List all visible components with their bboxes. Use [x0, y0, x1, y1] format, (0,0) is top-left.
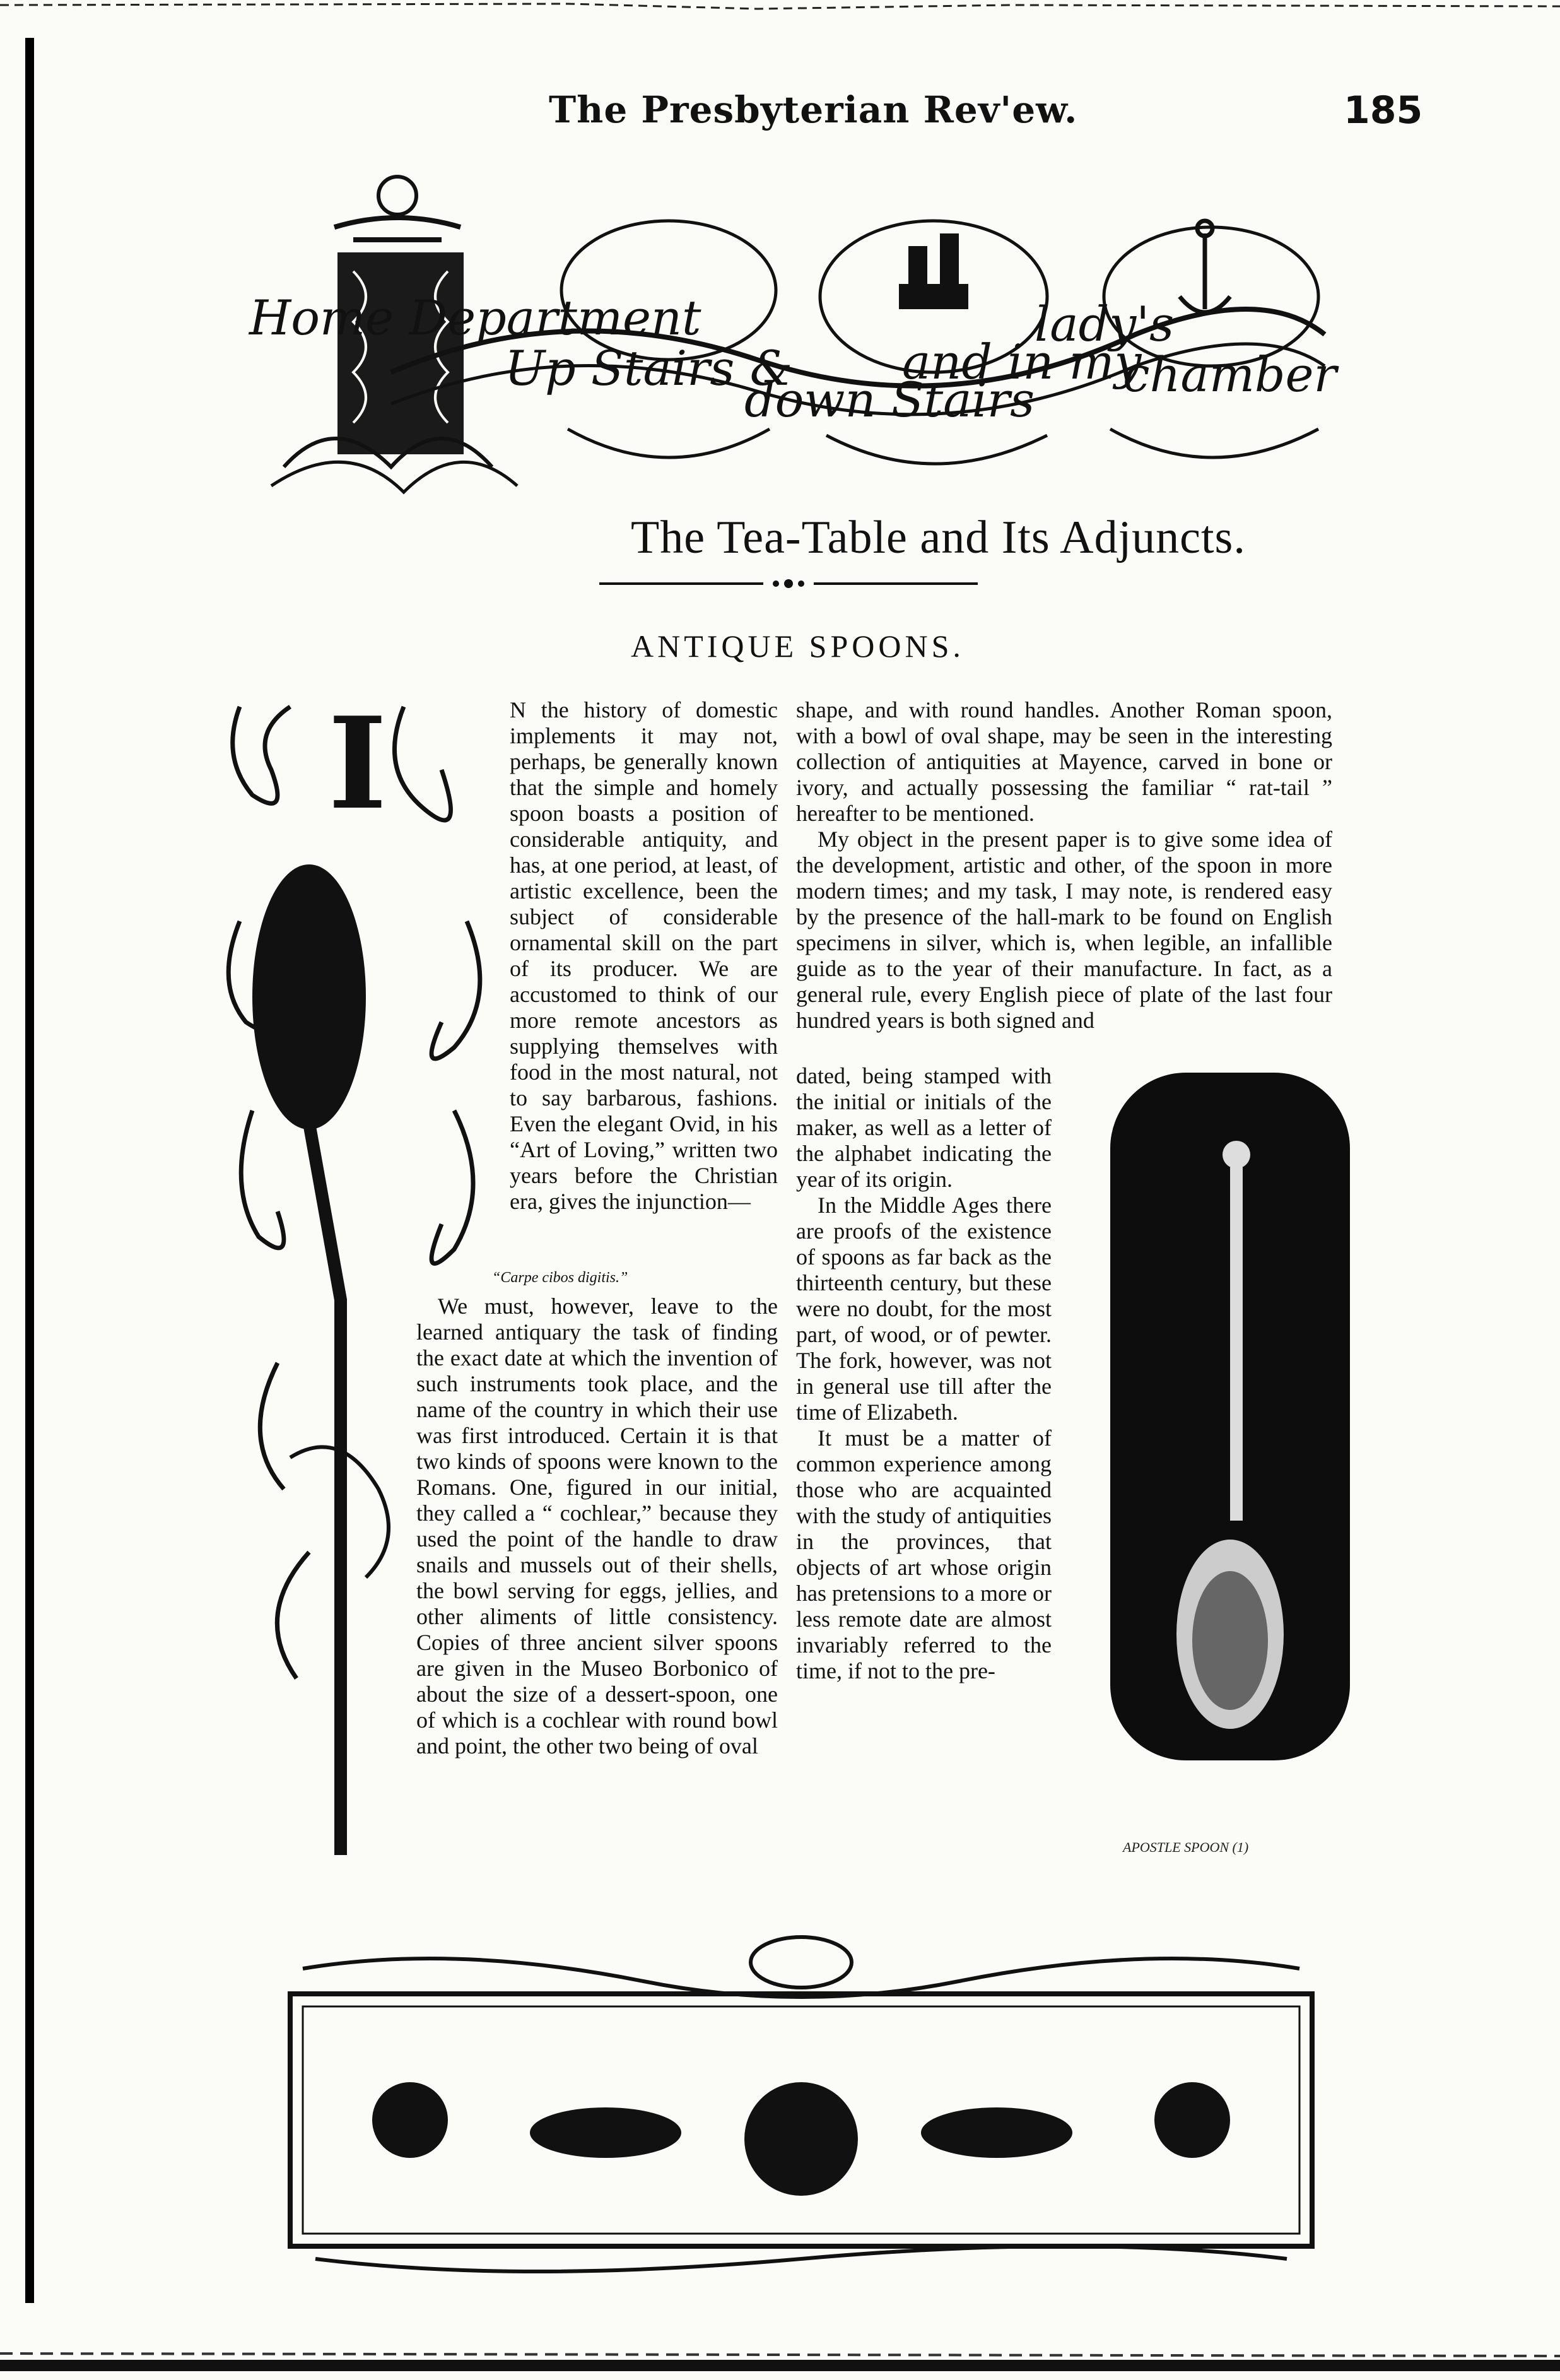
figure-caption: APOSTLE SPOON (1) — [1123, 1839, 1249, 1855]
paragraph-intro: N the history of domestic implements it may not, perhaps, be generally known that the simple and homely spoon boasts a position of considerable antiquity, and has, at one period, at least, of artistic excellence, been the subject of considerable ornamental skill on the part of its producer. We are accustomed to think of our more remote ancestors as supplying themselves with food in the most natural, not to say barbarous, fashions. Even the elegant Ovid, in his “Art of Loving,” written two years before the Christian era, gives the injunction— — [510, 697, 778, 1214]
running-head — [0, 88, 1560, 151]
column2-upper — [796, 697, 1332, 1034]
paragraph-hallmark-cont: dated, being stamped with the initial or initials of the maker, as well as a letter of the alphabet indicating the year of its origin. — [796, 1063, 1052, 1192]
paragraph-object: My object in the present paper is to give some idea of the development, artistic and other, of the spoon in more modern times; and my task, I may note, is rendered easy by the presence of the hall-mark to be found on English specimens in silver, which is, when legible, an infallible guide as to the year of their manufacture. In fact, as a general rule, every English piece of plate of the last four hundred years is both signed and — [796, 827, 1332, 1033]
initial-h: Home Department — [249, 290, 701, 346]
home-department-banner — [189, 170, 1344, 498]
apostle-spoon-illustration — [1110, 1073, 1350, 1760]
paragraph-middle-ages: In the Middle Ages there are proofs of the existence of spoons as far back as the thirteenth century, but these were no doubt, for the most part, of wood, or of pewter. The fork, however, was not in general use till after the time of Elizabeth. — [796, 1193, 1052, 1425]
ribbon-word-5: chamber — [1123, 346, 1337, 403]
roman-spoon-handle — [309, 1123, 341, 1855]
ribbon-word-4: lady's — [1035, 296, 1175, 352]
castle-icon — [899, 233, 968, 309]
scan-bottom-edge — [0, 2335, 1560, 2380]
roman-spoon-bowl — [252, 864, 366, 1129]
article-subtitle: The Tea-Table and Its Adjuncts. — [631, 512, 1246, 563]
paragraph-common-experience: It must be a matter of common experience among those who are acquainted with the study of antiquities in the provinces, that objects of art whose origin has pretensions to a more or less remote date are almost invariably referred to the time, if not to the pre- — [796, 1425, 1052, 1683]
latin-quotation: “Carpe cibos digitis.” — [492, 1270, 628, 1286]
ribbon-word-1: Up Stairs & — [505, 340, 793, 396]
ribbon-word-3: and in my — [902, 334, 1142, 390]
paragraph-antiquary: We must, however, leave to the learned antiquary the task of finding the exact date at which the invention of such instruments took place, and the name of the country in which their use was first introduced. Certain it is that two kinds of spoons were known to the Romans. One, figured in our initial, they called a “ cochlear,” because they used the point of the handle to draw snails and mussels out of their shells, the bowl serving for eggs, jellies, and other aliments of little consistency. Copies of three ancient silver spoons are given in the Museo Borbonico of about the size of a dessert-spoon, one of which is a cochlear with round bowl and point, the other two being of oval — [416, 1293, 778, 1758]
column1-lower — [416, 1293, 778, 1759]
scan-top-edge — [0, 0, 1560, 19]
ornamental-rule — [599, 577, 978, 590]
anchor-icon — [1180, 221, 1230, 312]
ribbon-word-2: down Stairs — [744, 372, 1035, 428]
paragraph-roman-spoon: shape, and with round handles. Another Roman spoon, with a bowl of oval shape, may be seen in the interesting collection of antiquities at Mayence, carved in bone or ivory, and actually possessing the familiar “ rat-tail ” hereafter to be mentioned. — [796, 697, 1332, 826]
section-title: ANTIQUE SPOONS. — [631, 628, 965, 664]
floral-ornamental-panel — [265, 1931, 1337, 2284]
journal-title: The Presbyterian Rev'ew. — [549, 88, 1078, 131]
column2-lower — [796, 1063, 1052, 1684]
drop-cap-i: I — [328, 690, 387, 838]
lamp-finial-ornament — [334, 177, 460, 240]
page-gutter-rule — [25, 38, 34, 2303]
page-number: 185 — [1344, 88, 1423, 133]
column1-upper — [510, 697, 778, 1215]
